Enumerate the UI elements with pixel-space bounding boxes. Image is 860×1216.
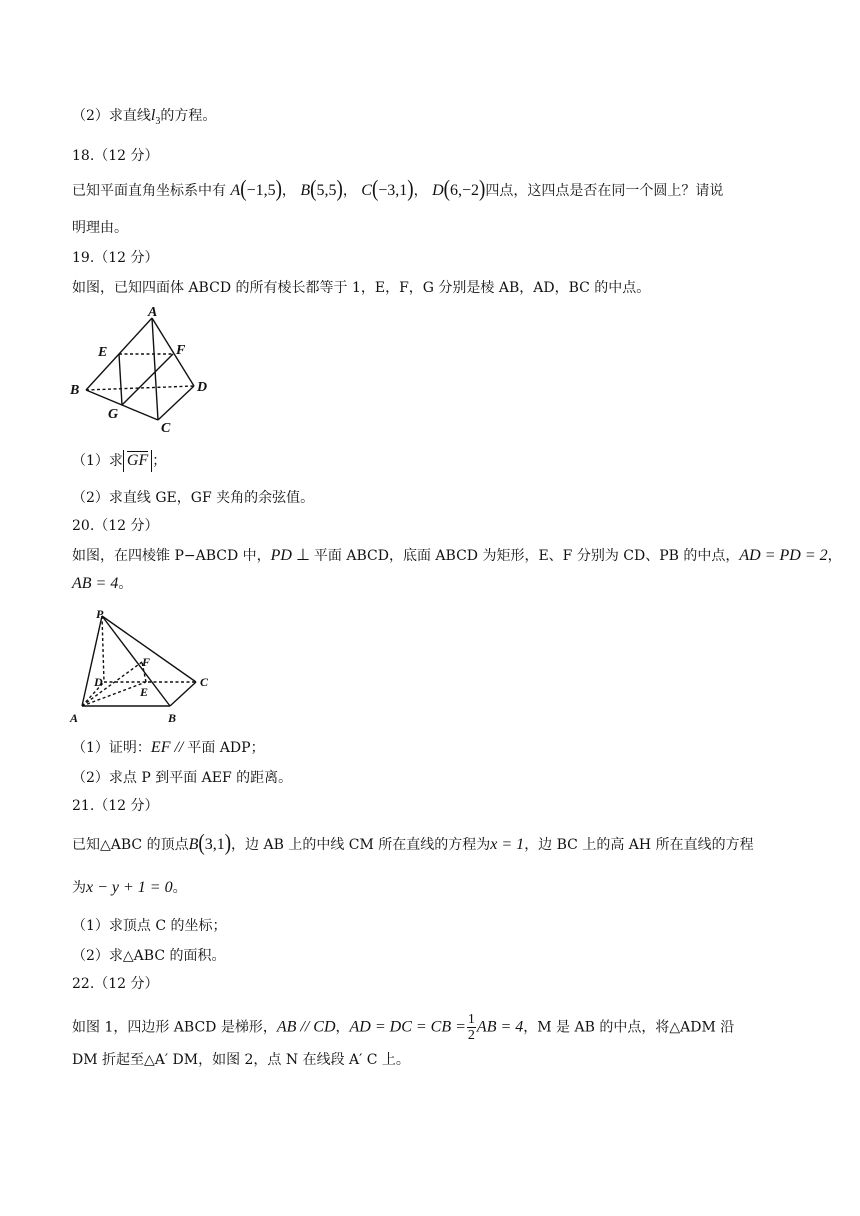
q21-stem-line1: 已知△ABC 的顶点B(3,1)，边 AB 上的中线 CM 所在直线的方程为x = 1，边 BC 上的高 AH 所在直线的方程 xyxy=(72,830,754,856)
label-B: B xyxy=(70,383,80,398)
label-A: A xyxy=(148,305,158,320)
q20-pyramid-figure xyxy=(64,606,224,728)
segment-GE xyxy=(119,354,122,405)
q21-part1: （1）求顶点 C 的坐标； xyxy=(72,918,227,934)
edge-PA xyxy=(82,616,102,706)
q20-stem-line2: AB = 4。 xyxy=(72,575,133,592)
q22-header: 22.（12 分） xyxy=(72,976,159,992)
q18-stem-line1: 已知平面直角坐标系中有 A(−1,5)， B(5,5)， C(−3,1)， D(6,−2)四点，这四点是否在同一个圆上？请说 xyxy=(72,176,724,202)
segment-GF xyxy=(122,354,173,405)
q22-stem-line1: 如图 1，四边形 ABCD 是梯形，AB // CD，AD = DC = CB = $\frac{1}{2}$ AB = 4，M 是 AB 的中点，将△ADM 沿 xyxy=(72,1012,735,1043)
fraction-one-half: $\frac{1}{2}$ xyxy=(467,1012,475,1043)
edge-AD xyxy=(152,318,194,386)
edge-BC xyxy=(170,682,196,706)
edge-PB xyxy=(102,616,170,706)
label-E: E xyxy=(140,685,149,699)
label-B: B xyxy=(168,711,177,725)
q21-part2: （2）求△ABC 的面积。 xyxy=(72,948,226,964)
edge-PC xyxy=(102,616,196,682)
q19-stem: 如图，已知四面体 ABCD 的所有棱长都等于 1，E，F，G 分别是棱 AB，AD，BC 的中点。 xyxy=(72,280,651,296)
q20-header: 20.（12 分） xyxy=(72,518,159,534)
q19-part1: （1）求 GF ； xyxy=(72,450,790,472)
q20-stem-line1: 如图，在四棱锥 P−ABCD 中，PD ⊥ 平面 ABCD，底面 ABCD 为矩形，E、F 分别为 CD、PB 的中点，AD = PD = 2， xyxy=(72,547,842,564)
label-G: G xyxy=(108,407,119,422)
label-P: P xyxy=(96,607,104,621)
q19-tetrahedron-figure xyxy=(66,302,226,434)
label-D: D xyxy=(94,675,103,689)
q22-stem-line2: DM 折起至△A′ DM，如图 2，点 N 在线段 A′ C 上。 xyxy=(72,1052,410,1068)
q21-header: 21.（12 分） xyxy=(72,798,159,814)
edge-PD xyxy=(102,616,104,682)
label-C: C xyxy=(161,421,171,434)
label-C: C xyxy=(200,675,209,689)
label-E: E xyxy=(98,345,108,360)
edge-CD xyxy=(158,386,194,420)
label-F: F xyxy=(142,655,151,669)
q17-part2: （2）求直线$l_3$的方程。 xyxy=(72,107,217,127)
label-A: A xyxy=(70,711,79,725)
label-D: D xyxy=(197,380,208,395)
q21-stem-line2: 为x − y + 1 = 0。 xyxy=(72,879,187,896)
label-F: F xyxy=(176,343,186,358)
q18-stem-line2: 明理由。 xyxy=(72,220,128,236)
q19-part2: （2）求直线 GE，GF 夹角的余弦值。 xyxy=(72,490,315,506)
segment-AE xyxy=(82,682,149,706)
q19-header: 19.（12 分） xyxy=(72,250,159,266)
q20-part1: （1）证明：EF // 平面 ADP； xyxy=(72,739,265,756)
vector-GF: GF xyxy=(126,452,149,469)
q18-header: 18.（12 分） xyxy=(72,148,159,164)
q20-part2: （2）求点 P 到平面 AEF 的距离。 xyxy=(72,770,293,786)
